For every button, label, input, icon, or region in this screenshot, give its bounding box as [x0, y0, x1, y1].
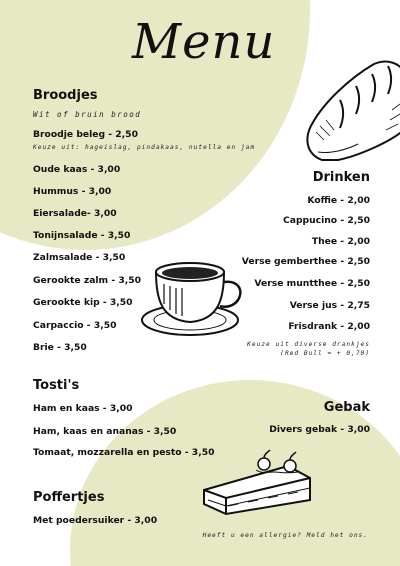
drinken-note: Keuze uit diverse drankjes: [247, 341, 370, 348]
menu-item: Zalmsalade - 3,50: [33, 252, 126, 263]
bread-icon: [300, 60, 400, 170]
section-heading-poffertjes: Poffertjes: [33, 490, 105, 505]
section-heading-drinken: Drinken: [312, 170, 370, 185]
menu-item: Tonijnsalade - 3,50: [33, 230, 131, 241]
section-heading-tostis: Tosti's: [33, 378, 80, 393]
menu-item: Thee - 2,00: [311, 236, 370, 247]
menu-item: Gerookte zalm - 3,50: [33, 275, 142, 286]
menu-item: Hummus - 3,00: [33, 186, 112, 197]
menu-item: Cappucino - 2,50: [283, 215, 370, 226]
page-title: Menu: [132, 14, 276, 70]
section-heading-broodjes: Broodjes: [33, 88, 98, 103]
menu-item: Ham en kaas - 3,00: [33, 403, 133, 414]
menu-item: Verse jus - 2,75: [289, 300, 370, 311]
menu-item: Koffie - 2,00: [307, 195, 370, 206]
menu-item: Verse muntthee - 2,50: [254, 278, 370, 289]
section-heading-gebak: Gebak: [323, 400, 370, 415]
allergy-note: Heeft u een allergie? Meld het ons.: [202, 532, 368, 539]
broodje-beleg-note: Keuze uit: hageislag, pindakaas, nutella en jam: [33, 144, 256, 151]
menu-item: Frisdrank - 2,00: [288, 321, 370, 332]
menu-item: Brie - 3,50: [33, 342, 87, 353]
menu-item: Ham, kaas en ananas - 3,50: [33, 426, 177, 437]
menu-item: Carpaccio - 3,50: [33, 320, 117, 331]
broodjes-subtitle: Wit of bruin brood: [33, 110, 142, 119]
menu-item: Oude kaas - 3,00: [33, 164, 121, 175]
menu-item: Eiersalade- 3,00: [33, 208, 117, 219]
cake-slice-icon: [198, 448, 314, 520]
menu-item: Divers gebak - 3,00: [269, 424, 370, 435]
menu-item: Verse gemberthee - 2,50: [241, 256, 370, 267]
drinken-note-redbull: (Red Bull = + 0,70): [280, 350, 370, 357]
menu-item-broodje-beleg: Broodje beleg - 2,50: [33, 129, 138, 140]
menu-item: Met poedersuiker - 3,00: [33, 515, 158, 526]
menu-item: Tomaat, mozzarella en pesto - 3,50: [33, 447, 215, 458]
menu-item: Gerookte kip - 3,50: [33, 297, 133, 308]
